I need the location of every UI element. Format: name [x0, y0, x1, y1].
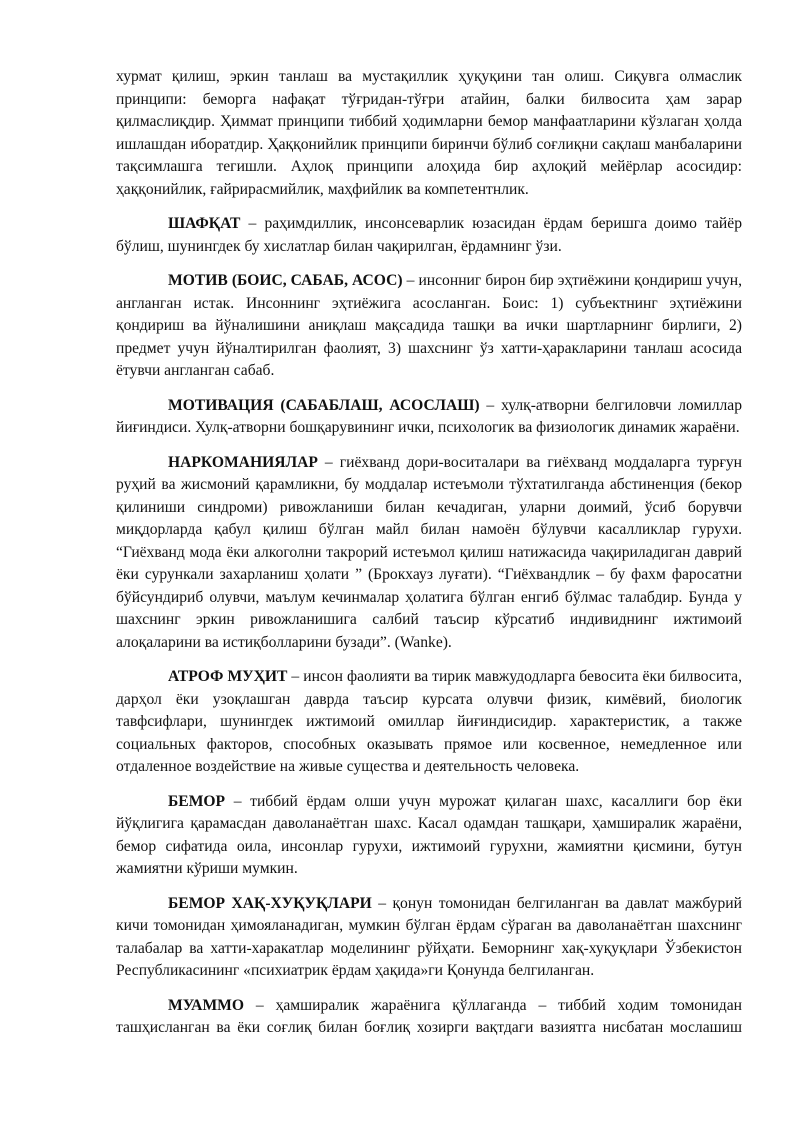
term-narkomaniyalar: НАРКОМАНИЯЛАР	[168, 453, 318, 471]
definition-bemor: – тиббий ёрдам олши учун мурожат қилаган шахс, касаллиги бор ёки йўқлигига қарамасдан даволанаётган шахс. Касал одамдан ташқари, ҳамширалик жараёни, бемор сифатида оила, инсонлар гурухи, ижтимоий гурухни, жамиятни қисмини, бутун жамиятни кўриши мумкин.	[116, 792, 742, 877]
term-bemor: БЕМОР	[168, 792, 226, 810]
definition-atrof-muhit: – инсон фаолияти ва тирик мавжудодларга бевосита ёки билвосита, дарҳол ёки узоқлашган даврда таъсир курсата олувчи физик, кимёвий, биологик тавфсифлари, шунингдек ижтимоий омиллар йиғиндисидир. характеристик, а также социальных факторов, способных оказывать прямое или косвенное, немедленное или отдаленное воздействие на живые существа и деятельность человека.	[116, 668, 742, 775]
definition-motivatsiya: – хулқ-атворни белгиловчи ломиллар йиғиндиси. Хулқ-атворни бошқарувининг ички, психологик ва физиологик динамик жараёни.	[116, 396, 742, 436]
paragraph-shafqat	[116, 213, 742, 258]
definition-shafqat: – раҳимдиллик, инсонсеварлик юзасидан ёрдам беришга доимо тайёр бўлиш, шунингдек бу хислатлар билан чақирилган, ёрдамнинг ўзи.	[116, 215, 742, 255]
term-bemor-huquqlari: БЕМОР ХАҚ-ХУҚУҚЛАРИ	[168, 894, 372, 912]
paragraph-bemor	[116, 791, 742, 881]
term-muammo: МУАММО	[168, 996, 245, 1014]
paragraph-narkomaniyalar	[116, 452, 742, 655]
paragraph-motivatsiya	[116, 395, 742, 440]
term-motiv: МОТИВ (БОИС, САБАБ, АСОС)	[168, 272, 403, 289]
definition-bemor-huquqlari: – қонун томонидан белгиланган ва давлат мажбурий кичи томонидан ҳимояланадиган, мумкин бўлган ёрдам сўраган ва даволанаётган шахснинг талабалар ва хатти-харакатлар моделининг рўйҳати. Беморнинг хақ-хуқуқлари Ўзбекистон Республикасининг «психиатрик ёрдам ҳақида»ги Қонунда белгиланган.	[116, 894, 742, 979]
paragraph-text: хурмат қилиш, эркин танлаш ва мустақиллик ҳуқуқини тан олиш. Сиқувга олмаслик принципи: беморга нафақат тўғридан-тўғри атайин, балки билвосита ҳам зарар қилмаслиқдир. Ҳиммат принципи тиббий ҳодимларни бемор манфаатларини кўзлаган ҳолда ишлашдан иборатдир. Ҳаққонийлик принципи биринчи бўлиб соғлиқни сақлаш манбаларини тақсимлашга тегишли. Аҳлоқ принципи алоҳида бир аҳлоқий мейёрлар асосидир: ҳаққонийлик, ғайрирасмийлик, маҳфийлик ва компетентнлик.	[116, 68, 742, 198]
definition-narkomaniyalar: – гиёхванд дори-воситалари ва гиёхванд моддаларга турғун руҳий ва жисмоний қарамликни, бу моддалар истеъмоли тўхтатилганда абстиненция (бекор қилиниши синдроми) ривожланиши билан кечадиган, уларни доимий, ўсиб борувчи миқдорларда қабул қилиш бўлган майл билан намоён бўлувчи касалликлар гурухи. “Гиёхванд мода ёки алкоголни такрорий истеъмол қилиш натижасида чақириладиган даврий ёки сурункали захарланиш ҳолати ” (Брокхауз луғати). “Гиёхвандлик – бу фахм фаросатни бўйсундириб олувчи, маълум кечинмалар ҳолатига бўлган енгиб бўлмас талабдир. Бунда у шахснинг эркин ривожланишига салбий таъсир кўрсатиб индивиднинг ижтимоий алоқаларини ва истиқболларини бузади”. (Wanke).	[116, 453, 742, 651]
definition-muammo: – ҳамширалик жараёнига қўллаганда – тиббий ходим томонидан ташҳисланган ва ёки соғлиқ билан боғлиқ хозирги вақтдаги вазиятга нисбатан мослашиш	[116, 996, 742, 1036]
paragraph-atrof-muhit	[116, 666, 742, 779]
term-atrof-muhit: АТРОФ МУҲИТ	[168, 668, 288, 685]
paragraph-muammo	[116, 995, 742, 1040]
paragraph-motiv	[116, 270, 742, 383]
document-page	[116, 66, 742, 1052]
paragraph-principles	[116, 66, 742, 201]
definition-motiv: – инсонниг бирон бир эҳтиёжини қондириш учун, англанган истак. Инсоннинг эҳтиёжига асосланган. Боис: 1) субъектнинг эҳтиёжини қондириш ва йўналишини аниқлаш мақсадида ташқи ва ички шартларнинг бирлиги, 2) предмет учун йўналтирилган фаолият, 3) шахснинг ўз хатти-ҳаракларини танлаш асосида ётувчи англанган сабаб.	[116, 272, 742, 379]
paragraph-bemor-huquqlari	[116, 893, 742, 983]
term-motivatsiya: МОТИВАЦИЯ (САБАБЛАШ, АСОСЛАШ)	[168, 396, 480, 414]
term-shafqat: ШАФҚАТ	[168, 215, 241, 232]
